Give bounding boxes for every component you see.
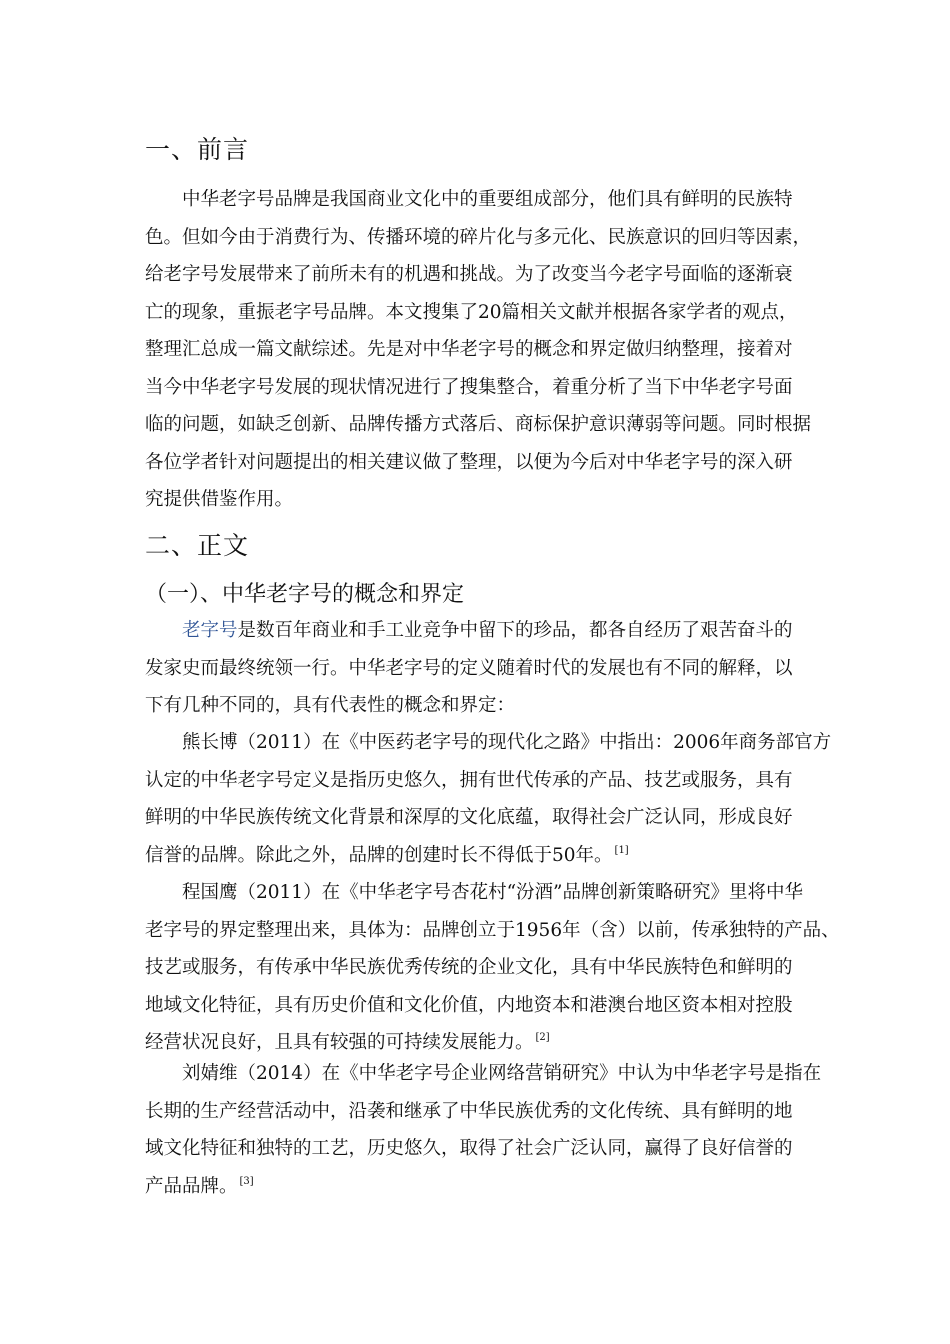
citation-last-line [145,837,825,875]
laozihao-link[interactable]: 老字号 [182,620,238,641]
citation-line: 地域文化特征，具有历史价值和文化价值，内地资本和港澳台地区资本相对控股 [145,994,793,1016]
citation-paragraph-3 [145,1055,825,1205]
preface-line: 整理汇总成一篇文献综述。先是对中华老字号的概念和界定做归纳整理，接着对 [145,339,793,360]
preface-line: 各位学者针对问题提出的相关建议做了整理，以便为今后对中华老字号的深入研 [145,451,793,473]
reference-marker[interactable]: [2] [535,1032,550,1043]
citation-line-text: 信誉的品牌。除此之外，品牌的创建时长不得低于50年。 [145,844,613,866]
preface-line: 当今中华老字号发展的现状情况进行了搜集整合，着重分析了当下中华老字号面 [145,376,793,398]
subsection-heading-concept: （一）、中华老字号的概念和界定 [145,582,465,607]
reference-marker[interactable]: [3] [239,1175,254,1187]
citation-paragraph-2 [145,874,840,1062]
citation-line-text: 产品品牌。 [145,1175,238,1197]
intro-paragraph [145,612,825,725]
citation-line: 认定的中华老字号定义是指历史悠久，拥有世代传承的产品、技艺或服务，具有 [145,769,793,791]
preface-line: 色。但如今由于消费行为、传播环境的碎片化与多元化、民族意识的回归等因素， [145,226,812,248]
citation-line: 域文化特征和独特的工艺，历史悠久，取得了社会广泛认同，赢得了良好信誉的 [145,1138,793,1159]
intro-line: 发家史而最终统领一行。中华老字号的定义随着时代的发展也有不同的解释，以 [145,657,793,679]
citation-line: 熊长博（2011）在《中医药老字号的现代化之路》中指出：2006年商务部官方 [182,732,832,753]
intro-first-line-text: 是数百年商业和手工业竞争中留下的珍品，都各自经历了艰苦奋斗的 [237,620,793,641]
preface-line: 临的问题，如缺乏创新、品牌传播方式落后、商标保护意识薄弱等问题。同时根据 [145,414,812,435]
citation-paragraph-1 [145,724,832,874]
citation-line: 技艺或服务，有传承中华民族优秀传统的企业文化，具有中华民族特色和鲜明的 [145,957,793,978]
citation-line: 鲜明的中华民族传统文化背景和深厚的文化底蕴，取得社会广泛认同，形成良好 [145,807,793,828]
preface-paragraph [145,181,825,519]
preface-line: 究提供借鉴作用。 [145,489,294,510]
preface-line: 亡的现象，重振老字号品牌。本文搜集了20篇相关文献并根据各家学者的观点， [145,301,798,323]
reference-marker[interactable]: [1] [614,844,629,856]
citation-line: 长期的生产经营活动中，沿袭和继承了中华民族优秀的文化传统、具有鲜明的地 [145,1100,793,1122]
intro-first-line [145,612,825,650]
preface-line: 给老字号发展带来了前所未有的机遇和挑战。为了改变当今老字号面临的逐渐衰 [145,264,793,285]
citation-last-line [145,1168,825,1206]
citation-line-text: 经营状况良好，且具有较强的可持续发展能力。 [145,1032,534,1053]
section-heading-body: 二、正文 [145,531,250,560]
intro-line: 下有几种不同的，具有代表性的概念和界定： [145,695,516,716]
section-heading-preface: 一、前言 [145,135,250,164]
citation-line: 刘婧维（2014）在《中华老字号企业网络营销研究》中认为中华老字号是指在 [182,1063,822,1084]
preface-line: 中华老字号品牌是我国商业文化中的重要组成部分，他们具有鲜明的民族特 [182,189,793,210]
citation-line: 程国鹰（2011）在《中华老字号杏花村“汾酒”品牌创新策略研究》里将中华 [182,882,803,903]
citation-line: 老字号的界定整理出来，具体为：品牌创立于1956年（含）以前，传承独特的产品、 [145,919,840,941]
